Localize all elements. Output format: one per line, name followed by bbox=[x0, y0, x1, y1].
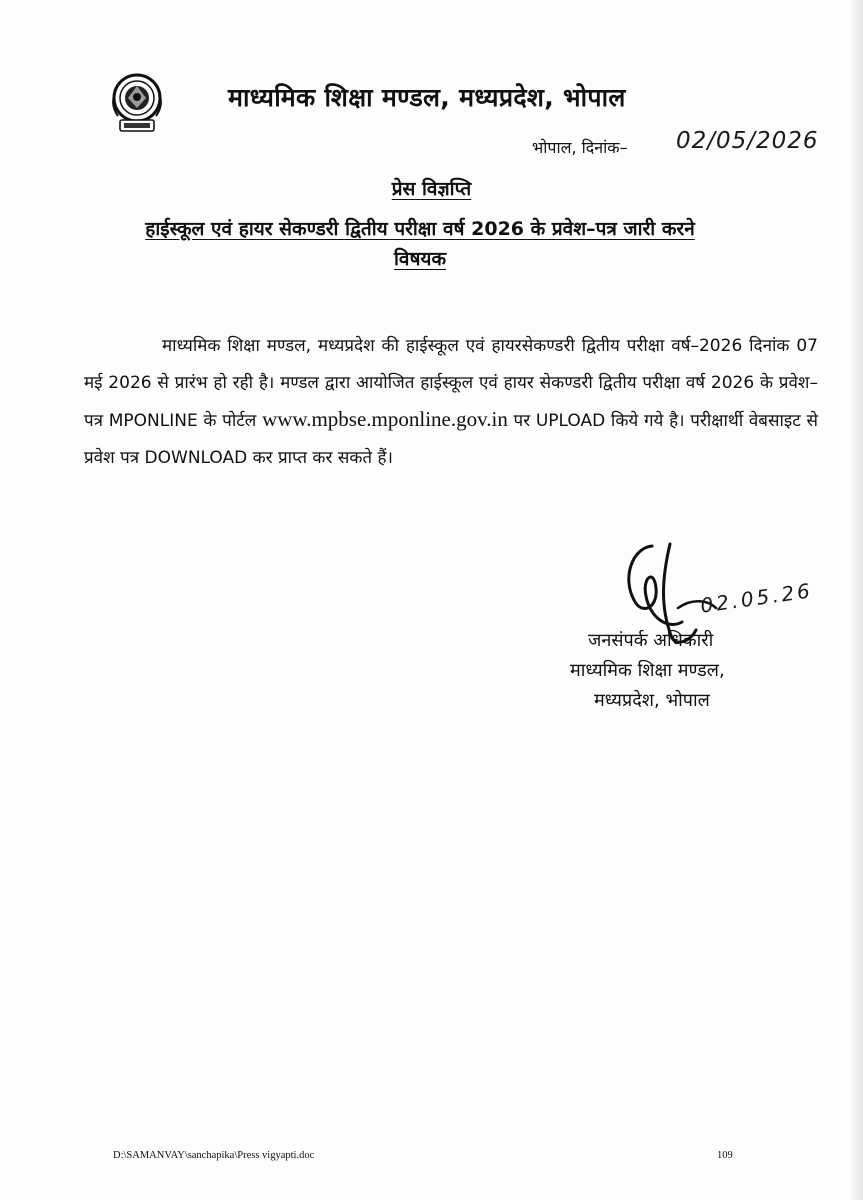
mpbse-emblem-icon bbox=[108, 72, 166, 134]
body-paragraph bbox=[84, 328, 818, 476]
signatory-block bbox=[570, 626, 725, 716]
subject-line-2: विषयक bbox=[393, 248, 447, 270]
body-text-part-1: माध्यमिक शिक्षा मण्डल, मध्यप्रदेश की हाईस्कूल एवं हायरसेकण्डरी द्वितीय परीक्षा वर्ष–2026 दिनांक 07 मई 2026 से प्रारंभ हो रही है। मण्डल द्वारा आयोजित हाईस्कूल एवं हायर सेकण्डरी द्वितीय परीक्षा वर्ष 2026 के प्रवेश–पत्र MPONLINE के पोर्टल bbox=[84, 336, 818, 431]
press-release-title-text: प्रेस विज्ञप्ति bbox=[391, 178, 472, 200]
date-value: 02/05/2026 bbox=[676, 128, 819, 154]
signatory-org-line-2: मध्यप्रदेश, भोपाल bbox=[594, 690, 710, 711]
footer-page-number: 109 bbox=[717, 1150, 733, 1161]
body-text-part-2: पर UPLOAD किये गये है। परीक्षार्थी वेबसाइट से प्रवेश पत्र DOWNLOAD कर प्राप्त कर सकते हैं। bbox=[84, 411, 819, 468]
subject-line-1: हाईस्कूल एवं हायर सेकण्डरी द्वितीय परीक्षा वर्ष 2026 के प्रवेश–पत्र जारी करने bbox=[145, 218, 695, 240]
signatory-designation: जनसंपर्क अधिकारी bbox=[588, 630, 714, 651]
signatory-org-line-1: माध्यमिक शिक्षा मण्डल, bbox=[570, 660, 725, 681]
portal-url: www.mpbse.mponline.gov.in bbox=[262, 407, 508, 431]
signature-date: 02.05.26 bbox=[698, 578, 815, 618]
date-label: भोपाल, दिनांक– bbox=[532, 138, 628, 157]
organization-header: माध्यमिक शिक्षा मण्डल, मध्यप्रदेश, भोपाल bbox=[228, 83, 626, 112]
footer-file-path: D:\SAMANVAY\sanchapika\Press vigyapti.doc bbox=[113, 1150, 315, 1161]
subject-heading bbox=[110, 214, 730, 274]
press-release-title bbox=[0, 175, 863, 201]
